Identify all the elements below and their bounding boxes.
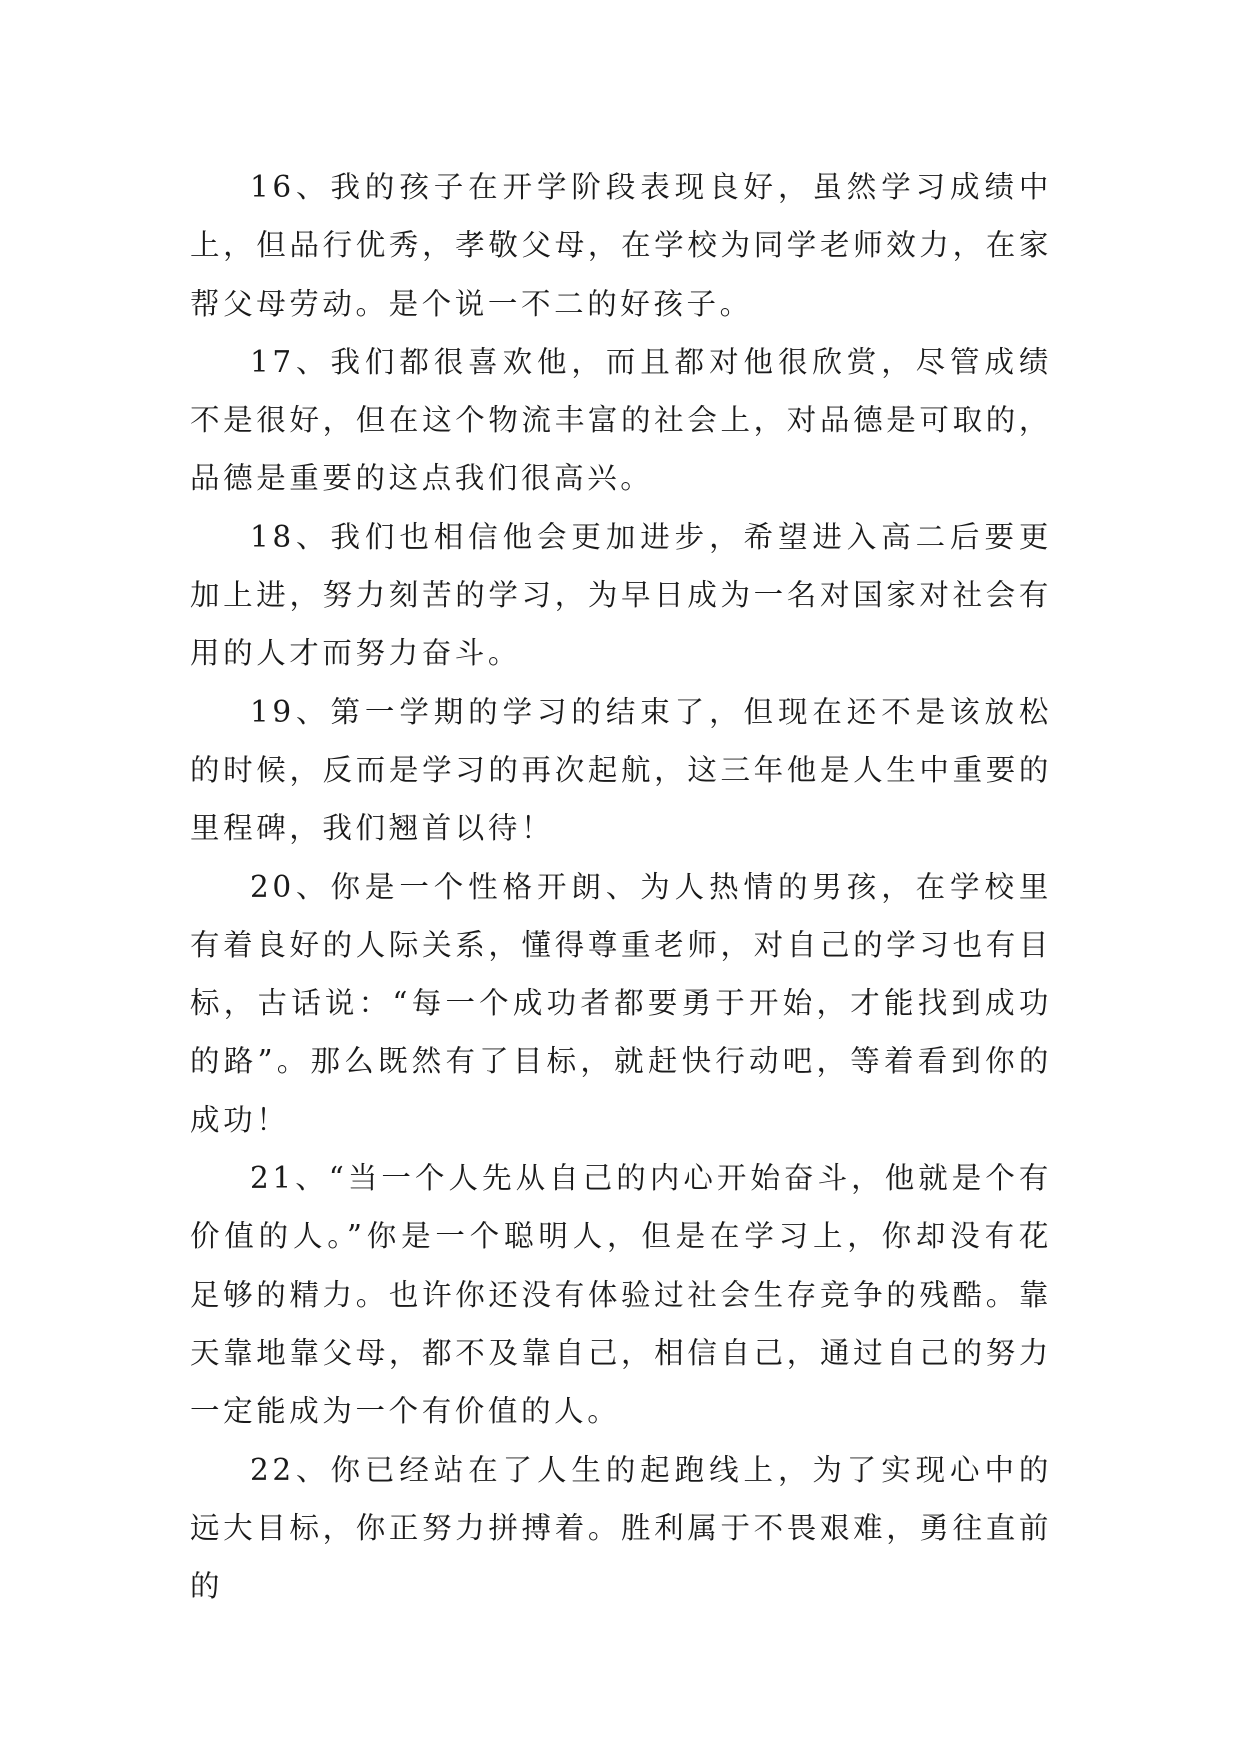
paragraph-22: 22、你已经站在了人生的起跑线上，为了实现心中的远大目标，你正努力拼搏着。胜利属于不畏艰难，勇往直前的 [190,1452,1052,1604]
paragraph-21: 21、“当一个人先从自己的内心开始奋斗，他就是个有价值的人。”你是一个聪明人，但是在学习上，你却没有花足够的精力。也许你还没有体验过社会生存竞争的残酷。靠天靠地靠父母，都不及靠自己，相信自己，通过自己的努力一定能成为一个有价值的人。 [190,1161,1052,1429]
paragraph-20: 20、你是一个性格开朗、为人热情的男孩，在学校里有着良好的人际关系，懂得尊重老师，对自己的学习也有目标，古话说：“每一个成功者都要勇于开始，才能找到成功的路”。那么既然有了目标，就赶快行动吧，等着看到你的成功！ [190,869,1052,1137]
paragraph-19: 19、第一学期的学习的结束了，但现在还不是该放松的时候，反而是学习的再次起航，这三年他是人生中重要的里程碑，我们翘首以待！ [190,694,1052,846]
paragraph-18: 18、我们也相信他会更加进步，希望进入高二后要更加上进，努力刻苦的学习，为早日成为一名对国家对社会有用的人才而努力奋斗。 [190,519,1052,671]
paragraph-16: 16、我的孩子在开学阶段表现良好，虽然学习成绩中上，但品行优秀，孝敬父母，在学校为同学老师效力，在家帮父母劳动。是个说一不二的好孩子。 [190,170,1052,321]
document-body [190,158,1052,1615]
paragraph-17: 17、我们都很喜欢他，而且都对他很欣赏，尽管成绩不是很好，但在这个物流丰富的社会上，对品德是可取的，品德是重要的这点我们很高兴。 [190,344,1052,496]
